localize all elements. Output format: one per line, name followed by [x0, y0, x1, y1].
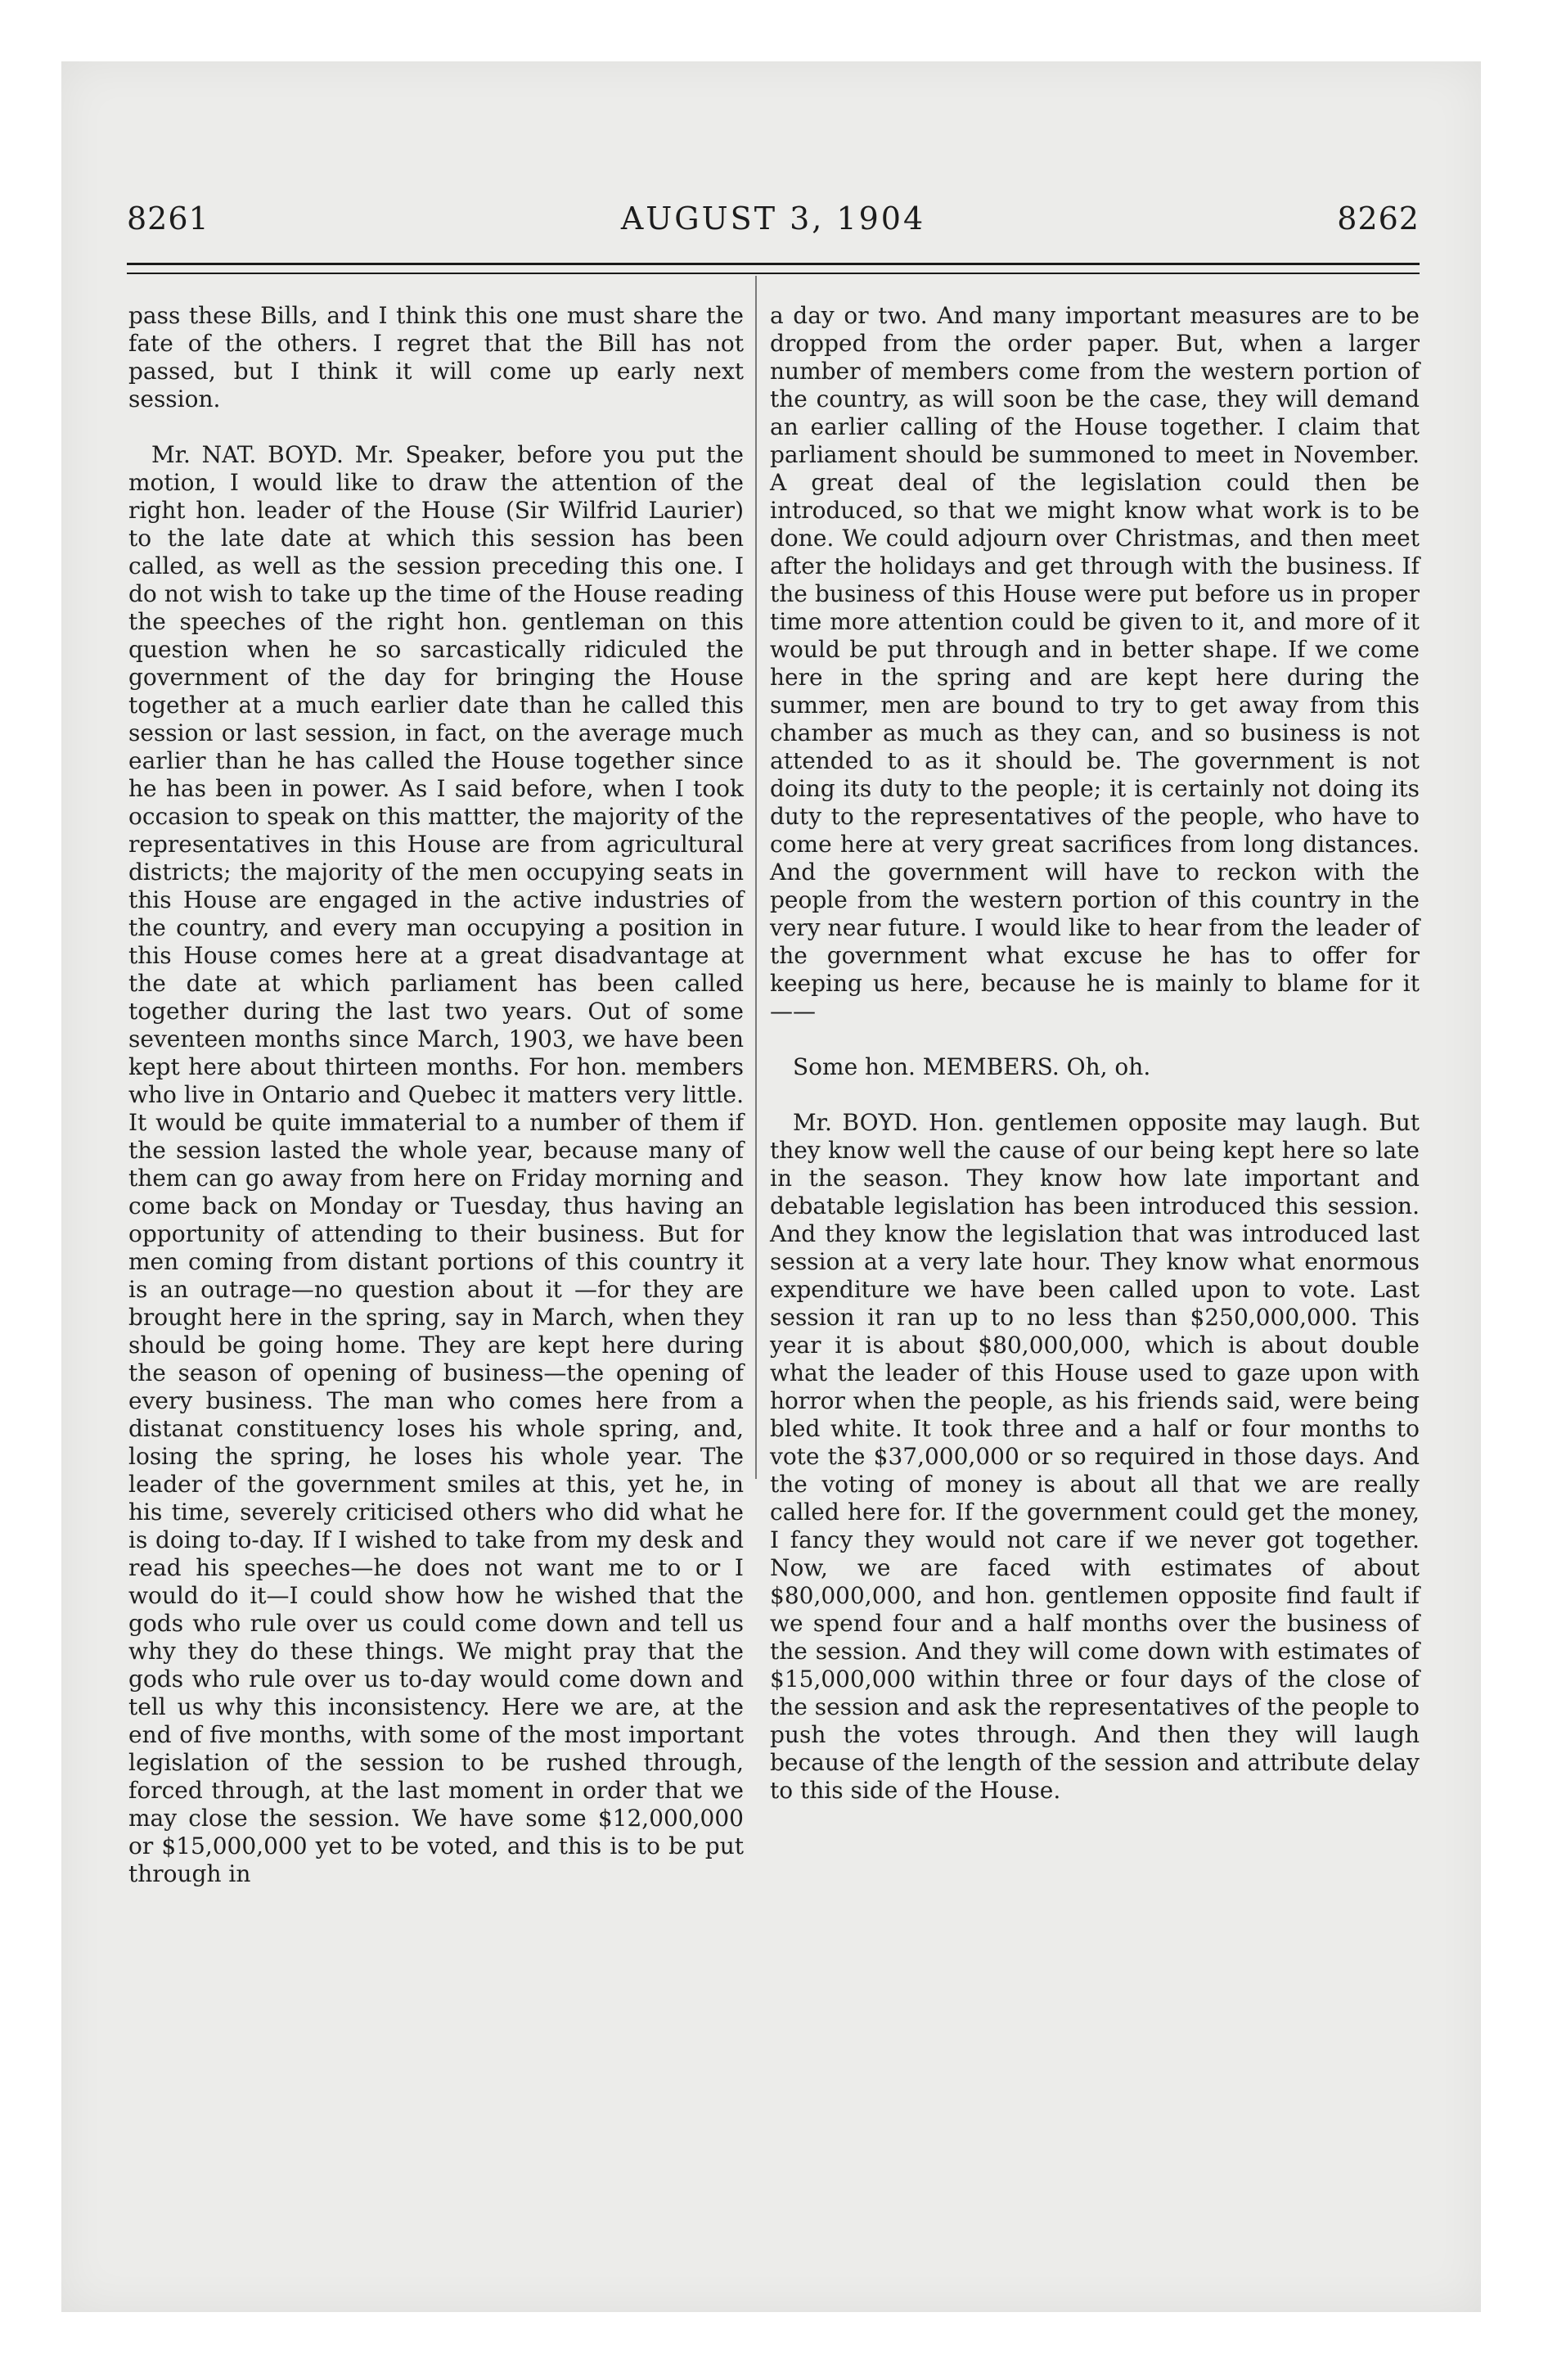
paragraph: Some hon. MEMBERS. Oh, oh.: [793, 1053, 1151, 1080]
paragraph: a day or two. And many important measures are to be dropped from the order paper. But, when a larger number of members come from the western portion of the country, as will soon be the case, they will demand an earlier calling of the House together. I claim that parliament should be summoned to meet in November. A great deal of the legislation could then be introduced, so that we might know what work is to be done. We could adjourn over Christmas, and then meet after the holidays and get through with the business. If the business of this House were put before us in proper time more attention could be given to it, and more of it would be put through and in better shape. If we come here in the spring and are kept here during the summer, men are bound to try to get away from this chamber as much as they can, and so business is not attended to as it should be. The government is not doing its duty to the people; it is certainly not doing its duty to the representatives of the people, who have to come here at very great sacrifices from long distances. And the government will have to reckon with the people from the western portion of this country in the very near future. I would like to hear from the leader of the government what excuse he has to offer for keeping us here, because he is mainly to blame for it——: [770, 302, 1420, 1025]
header-date: AUGUST 3, 1904: [620, 201, 926, 237]
page-number-right: 8262: [1337, 201, 1420, 237]
paragraph: pass these Bills, and I think this one must share the fate of the others. I regret that the Bill has not passed, but I think it will come up early next session.: [128, 302, 744, 412]
header-rule-top: [127, 263, 1420, 265]
paragraph: Mr. BOYD. Hon. gentlemen opposite may laugh. But they know well the cause of our being kept here so late in the season. They know how late important and debatable legislation has been introduced this session. And they know the legislation that was introduced last session at a very late hour. They know what enormous expenditure we have been called upon to vote. Last session it ran up to no less than $250,000,000. This year it is about $80,000,000, which is about double what the leader of this House used to gaze upon with horror when the people, as his friends said, were being bled white. It took three and a half or four months to vote the $37,000,000 or so required in those days. And the voting of money is about all that we are really called here for. If the government could get the money, I fancy they would not care if we never got together. Now, we are faced with estimates of about $80,000,000, and hon. gentlemen opposite find fault if we spend four and a half months over the business of the session. And they will come down with estimates of $15,000,000 within three or four days of the close of the session and ask the representatives of the people to push the votes through. And then they will laugh because of the length of the session and attribute delay to this side of the House.: [770, 1109, 1420, 1804]
paragraph: Mr. NAT. BOYD. Mr. Speaker, before you put the motion, I would like to draw the attention of the right hon. leader of the House (Sir Wilfrid Laurier) to the late date at which this session has been called, as well as the session preceding this one. I do not wish to take up the time of the House reading the speeches of the right hon. gentleman on this question when he so sarcastically ridiculed the government of the day for bringing the House together at a much earlier date than he called this session or last session, in fact, on the average much earlier than he has called the House together since he has been in power. As I said before, when I took occasion to speak on this mattter, the majority of the representatives in this House are from agricultural districts; the majority of the men occupying seats in this House are engaged in the active industries of the country, and every man occupying a position in this House comes here at a great disadvantage at the date at which parliament has been called together during the last two years. Out of some seventeen months since March, 1903, we have been kept here about thirteen months. For hon. members who live in Ontario and Quebec it matters very little. It would be quite immaterial to a number of them if the session lasted the whole year, because many of them can go away from here on Friday morning and come back on Monday or Tuesday, thus having an opportunity of attending to their business. But for men coming from distant portions of this country it is an outrage—no question about it —for they are brought here in the spring, say in March, when they should be going home. They are kept here during the season of opening of business—the opening of every business. The man who comes here from a distanat constituency loses his whole spring, and, losing the spring, he loses his whole year. The leader of the government smiles at this, yet he, in his time, severely criticised others who did what he is doing to-day. If I wished to take from my desk and read his speeches—he does not want me to or I would do it—I could show how he wished that the gods who rule over us could come down and tell us why they do these things. We might pray that the gods who rule over us to-day would come down and tell us why this inconsistency. Here we are, at the end of five months, with some of the most important legislation of the session to be rushed through, forced through, at the last moment in order that we may close the session. We have some $12,000,000 or $15,000,000 yet to be voted, and this is to be put through in: [128, 441, 744, 1887]
header-rule-bottom: [127, 273, 1420, 274]
scanned-page: [61, 61, 1481, 2312]
page-header: [127, 201, 1420, 250]
right-column: [770, 302, 1420, 1805]
left-column: [128, 302, 744, 1888]
column-divider: [755, 276, 757, 1479]
page-number-left: 8261: [127, 201, 209, 237]
